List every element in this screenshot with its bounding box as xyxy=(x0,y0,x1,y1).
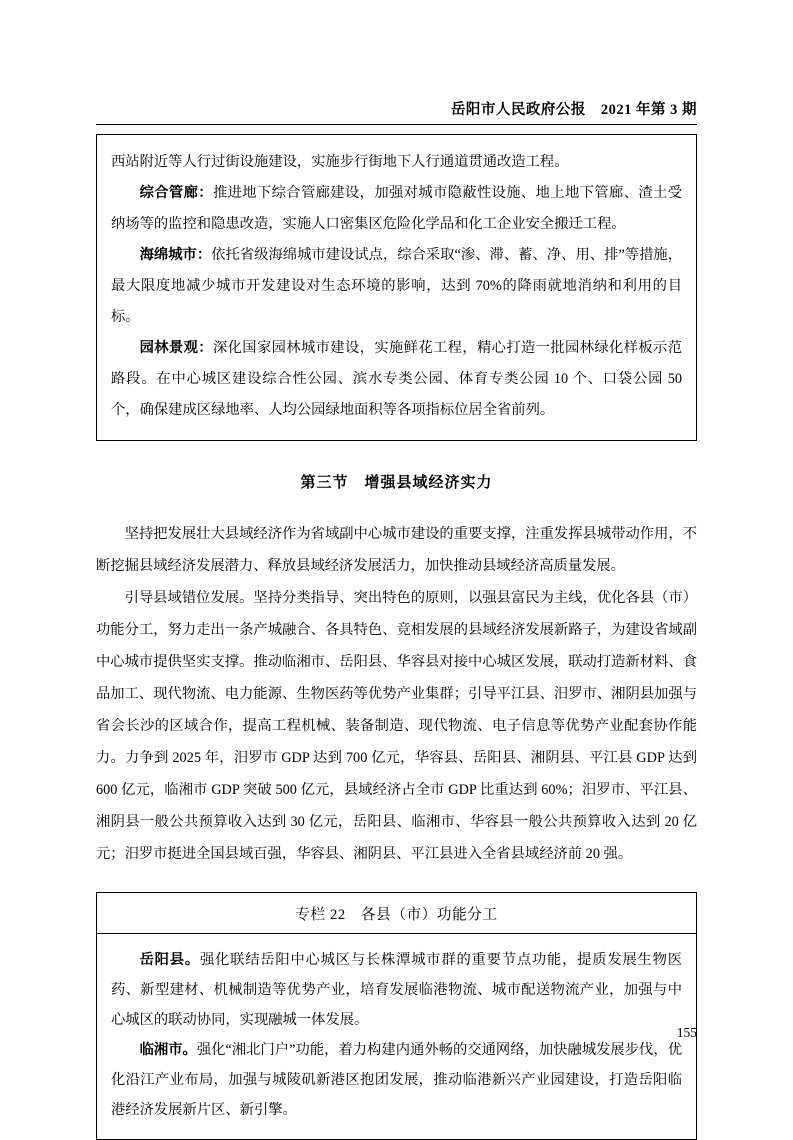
paragraph xyxy=(111,240,682,333)
section-heading: 第三节 增强县域经济实力 xyxy=(300,475,493,491)
paragraph-text: 深化国家园林城市建设，实施鲜花工程，精心打造一批园林绿化样板示范路段。在中心城区建设综合性公园、滨水专类公园、体育专类公园 10 个、口袋公园 50 个，确保建成区绿地率、人均公园绿地面积等各项指标位居全省前列。 xyxy=(111,340,683,418)
paragraph xyxy=(111,945,682,1035)
paragraph-text: 推进地下综合管廊建设，加强对城市隐蔽性设施、地上地下管廊、渣土受纳场等的监控和隐患改造，实施人口密集区危险化学品和化工企业安全搬迁工程。 xyxy=(111,185,683,232)
paragraph-text: 强化“湘北门户”功能，着力构建内通外畅的交通网络，加快融城发展步伐，优化沿江产业布局，加强与城陵矶新港区抱团发展，推动临港新兴产业园建设，打造岳阳临港经济发展新片区、新引擎。 xyxy=(111,1042,682,1118)
paragraph xyxy=(111,147,682,178)
page-header xyxy=(96,98,697,124)
paragraph xyxy=(111,1035,682,1125)
paragraph xyxy=(111,178,682,240)
paragraph: 引导县域错位发展。坚持分类指导、突出特色的原则，以强县富民为主线，优化各县（市）功能分工，努力走出一条产城融合、各具特色、竞相发展的县域经济发展新路子，为建设省域副中心城市提供坚实支撑。推动临湘市、岳阳县、华容县对接中心城区发展，联动打造新材料、食品加工、现代物流、电力能源、生物医药等优势产业集群；引导平江县、汨罗市、湘阴县加强与省会长沙的区域合作，提高工程机械、装备制造、现代物流、电子信息等优势产业配套协作能力。力争到 2025 年，汨罗市 GDP 达到 700 亿元，华容县、岳阳县、湘阴县、平江县 GDP 达到 600 亿元，临湘市 GDP 突破 500 亿元，县域经济占全市 GDP 比重达到 60%；汨罗市、平江县、湘阴县一般公共预算收入达到 30 亿元，岳阳县、临湘市、华容县一般公共预算收入达到 20 亿元；汨罗市挺进全国县域百强，华容县、湘阴县、平江县进入全省县域经济前 20 强。 xyxy=(96,590,697,862)
boxed-block-bottom xyxy=(96,892,697,1140)
paragraph-text: 依托省级海绵城市建设试点，综合采取“渗、滞、蓄、净、用、排”等措施，最大限度地减少城市开发建设对生态环境的影响，达到 70%的降雨就地消纳和利用的目标。 xyxy=(111,247,682,325)
paragraph-lead: 海绵城市： xyxy=(139,247,212,263)
paragraph-text: 西站附近等人行过街设施建设，实施步行街地下人行通道贯通改造工程。 xyxy=(111,154,569,170)
boxed-block-title: 专栏 22 各县（市）功能分工 xyxy=(97,893,696,934)
paragraph-lead: 临湘市。 xyxy=(139,1042,197,1058)
page-number: 155 xyxy=(676,1025,697,1040)
header-title: 岳阳市人民政府公报 2021 年第 3 期 xyxy=(450,102,697,118)
paragraph-lead: 岳阳县。 xyxy=(139,952,200,968)
body-text xyxy=(96,518,697,870)
header-divider xyxy=(96,124,697,125)
page-content xyxy=(96,134,697,1140)
paragraph: 坚持把发展壮大县域经济作为省域副中心城市建设的重要支撑，注重发挥县城带动作用，不断挖掘县域经济发展潜力、释放县域经济发展活力，加快推动县域经济高质量发展。 xyxy=(96,526,697,574)
paragraph-lead: 园林景观： xyxy=(139,340,213,356)
paragraph-text: 强化联结岳阳中心城区与长株潭城市群的重要节点功能，提质发展生物医药、新型建材、机械制造等优势产业，培育发展临港物流、城市配送物流产业，加强与中心城区的联动协同，实现融城一体发展。 xyxy=(111,952,683,1028)
boxed-block-top xyxy=(96,134,697,441)
paragraph xyxy=(111,333,682,426)
paragraph-lead: 综合管廊： xyxy=(139,185,213,201)
